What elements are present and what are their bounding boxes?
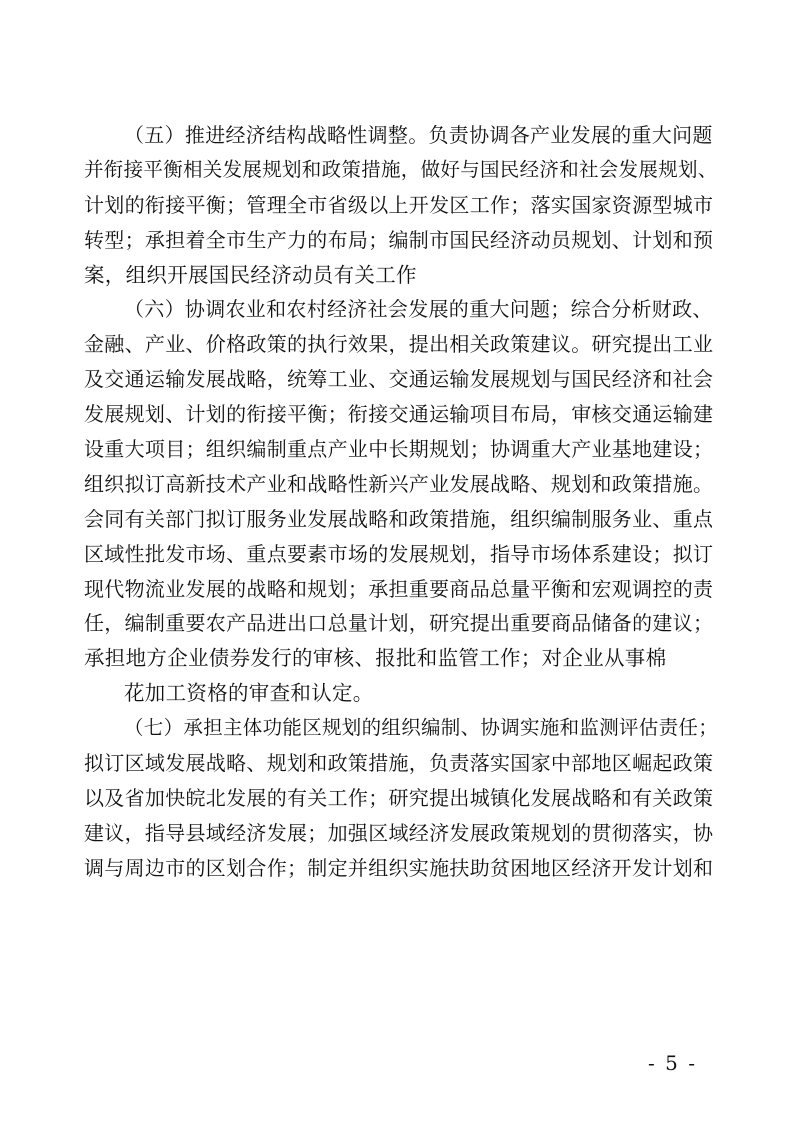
text-line: 拟订区域发展战略、规划和政策措施，负责落实国家中部地区崛起政策 xyxy=(84,751,714,776)
text-line: 及交通运输发展战略，统筹工业、交通运输发展规划与国民经济和社会 xyxy=(84,367,714,392)
section-7-heading-line: （七）承担主体功能区规划的组织编制、协调实施和监测评估责任； xyxy=(124,716,719,740)
text-line: 组织拟订高新技术产业和战略性新兴产业发展战略、规划和政策措施。 xyxy=(84,471,714,496)
text-line: 计划的衔接平衡；管理全市省级以上开发区工作；落实国家资源型城市 xyxy=(84,192,714,217)
text-line: 花加工资格的审查和认定。 xyxy=(124,681,374,706)
text-line: 建议，指导县域经济发展；加强区域经济发展政策规划的贯彻落实，协 xyxy=(84,820,714,845)
text-line: 现代物流业发展的战略和规划；承担重要商品总量平衡和宏观调控的责 xyxy=(84,576,714,601)
text-line: 调与周边市的区划合作；制定并组织实施扶助贫困地区经济开发计划和 xyxy=(84,855,714,880)
section-5-heading-line: （五）推进经济结构战略性调整。负责协调各产业发展的重大问题 xyxy=(124,123,713,147)
text-line: 并衔接平衡相关发展规划和政策措施，做好与国民经济和社会发展规划、 xyxy=(84,157,718,181)
text-line: 金融、产业、价格政策的执行效果，提出相关政策建议。研究提出工业 xyxy=(84,332,714,357)
text-line: 转型；承担着全市生产力的布局；编制市国民经济动员规划、计划和预 xyxy=(84,227,714,252)
page-number: - 5 - xyxy=(648,1051,697,1075)
text-line: 设重大项目；组织编制重点产业中长期规划；协调重大产业基地建设； xyxy=(84,437,714,462)
text-line: 会同有关部门拟订服务业发展战略和政策措施，组织编制服务业、重点 xyxy=(84,506,714,531)
text-line: 任，编制重要农产品进出口总量计划，研究提出重要商品储备的建议； xyxy=(84,611,714,636)
text-line: 案，组织开展国民经济动员有关工作 xyxy=(84,262,417,287)
body-text xyxy=(84,118,724,886)
text-line: 以及省加快皖北发展的有关工作；研究提出城镇化发展战略和有关政策 xyxy=(84,785,714,810)
section-6-heading-line: （六）协调农业和农村经济社会发展的重大问题；综合分析财政、 xyxy=(124,297,713,322)
text-line: 承担地方企业债券发行的审核、报批和监管工作；对企业从事棉 xyxy=(84,646,667,671)
text-line: 区域性批发市场、重点要素市场的发展规划，指导市场体系建设；拟订 xyxy=(84,541,714,566)
text-line: 发展规划、计划的衔接平衡；衔接交通运输项目布局，审核交通运输建 xyxy=(84,402,714,427)
